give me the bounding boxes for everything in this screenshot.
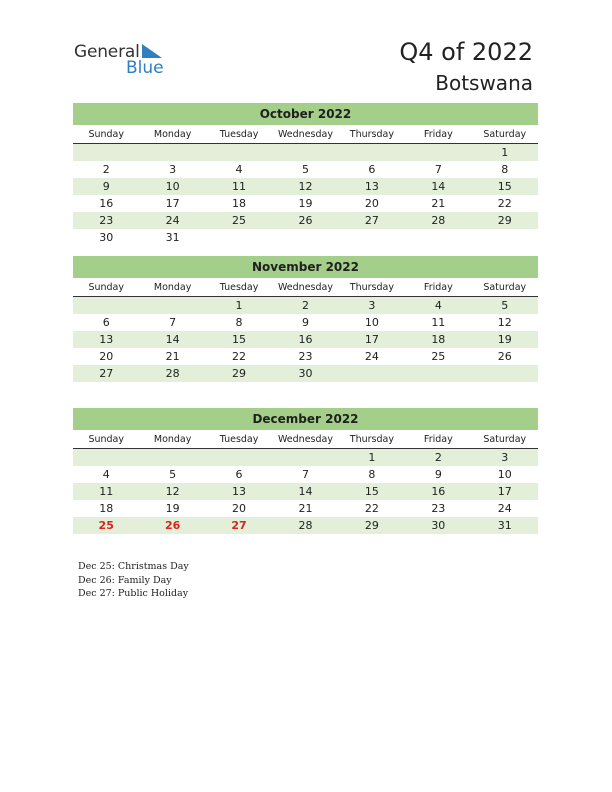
week-row: [73, 365, 538, 382]
day-cell: 17: [165, 197, 180, 210]
day-cell: 12: [497, 316, 512, 329]
week-row: [73, 500, 538, 517]
weekday-label: Saturday: [483, 434, 527, 445]
month-october: [73, 103, 538, 246]
day-cell: 17: [364, 333, 379, 346]
weekday-header-row: [73, 430, 538, 449]
day-cell: 3: [169, 163, 177, 176]
day-cell: 21: [431, 197, 446, 210]
weekday-label: Friday: [423, 129, 453, 140]
weekday-label: Wednesday: [277, 129, 333, 140]
holiday-note: Dec 25: Christmas Day: [78, 561, 189, 572]
weekday-label: Tuesday: [219, 282, 259, 293]
holiday-day-cell: 25: [98, 519, 114, 532]
day-cell: 26: [497, 350, 512, 363]
weekday-label: Monday: [153, 129, 192, 140]
day-cell: 23: [298, 350, 313, 363]
weekday-header-row: [73, 278, 538, 297]
day-cell: [339, 365, 405, 382]
day-cell: 29: [497, 214, 512, 227]
day-cell: 18: [99, 502, 114, 515]
day-cell: 29: [364, 519, 379, 532]
day-cell: [139, 144, 205, 161]
day-cell: 27: [364, 214, 379, 227]
country-name: Botswana: [435, 71, 533, 95]
day-cell: 1: [235, 299, 243, 312]
weekday-label: Monday: [153, 282, 192, 293]
week-row: [73, 483, 538, 500]
day-cell: 30: [431, 519, 446, 532]
day-cell: 30: [298, 367, 313, 380]
day-cell: 19: [497, 333, 512, 346]
weekday-label: Friday: [423, 282, 453, 293]
day-cell: 21: [165, 350, 180, 363]
day-cell: 5: [501, 299, 509, 312]
day-cell: [206, 144, 272, 161]
weekday-label: Wednesday: [277, 282, 333, 293]
day-cell: 14: [431, 180, 446, 193]
week-row: [73, 178, 538, 195]
day-cell: 24: [165, 214, 180, 227]
holiday-day-cell: 26: [164, 519, 181, 532]
day-cell: [73, 297, 139, 314]
day-cell: 16: [431, 485, 446, 498]
day-cell: 15: [364, 485, 379, 498]
day-cell: 1: [368, 451, 376, 464]
day-cell: 8: [501, 163, 509, 176]
day-cell: 8: [235, 316, 243, 329]
day-cell: 20: [232, 502, 247, 515]
day-cell: 8: [368, 468, 376, 481]
day-cell: 4: [235, 163, 243, 176]
weekday-label: Sunday: [88, 282, 124, 293]
day-cell: 17: [497, 485, 512, 498]
logo-blue-text: Blue: [126, 58, 164, 78]
day-cell: 3: [501, 451, 509, 464]
weekday-header-row: [73, 125, 538, 144]
day-cell: 10: [165, 180, 180, 193]
day-cell: 9: [102, 180, 110, 193]
week-row: [73, 466, 538, 483]
day-cell: 2: [434, 451, 442, 464]
day-cell: 2: [102, 163, 110, 176]
day-cell: [139, 449, 205, 466]
month-header: November 2022: [73, 256, 538, 278]
day-cell: 27: [99, 367, 114, 380]
day-cell: 3: [368, 299, 376, 312]
day-cell: 24: [364, 350, 379, 363]
week-row: [73, 331, 538, 348]
day-cell: 22: [364, 502, 379, 515]
week-row: [73, 348, 538, 365]
weekday-label: Thursday: [349, 282, 394, 293]
day-cell: 11: [232, 180, 247, 193]
week-row: [73, 517, 538, 534]
weekday-label: Monday: [153, 434, 192, 445]
day-cell: 31: [497, 519, 512, 532]
day-cell: 20: [99, 350, 114, 363]
weekday-label: Saturday: [483, 129, 527, 140]
day-cell: 20: [364, 197, 379, 210]
day-cell: 25: [232, 214, 247, 227]
day-cell: 6: [235, 468, 243, 481]
logo: [74, 42, 174, 78]
day-cell: [405, 144, 471, 161]
day-cell: 7: [169, 316, 177, 329]
day-cell: [206, 229, 272, 246]
day-cell: 15: [497, 180, 512, 193]
day-cell: 4: [102, 468, 110, 481]
page-title: Q4 of 2022: [399, 38, 533, 66]
day-cell: 25: [431, 350, 446, 363]
holiday-day-cell: 27: [231, 519, 247, 532]
day-cell: 14: [165, 333, 180, 346]
day-cell: 19: [298, 197, 313, 210]
week-row: [73, 195, 538, 212]
day-cell: 12: [298, 180, 313, 193]
day-cell: 4: [434, 299, 442, 312]
weekday-label: Sunday: [88, 434, 124, 445]
day-cell: 16: [298, 333, 313, 346]
day-cell: 9: [434, 468, 442, 481]
day-cell: 11: [99, 485, 114, 498]
day-cell: 2: [301, 299, 309, 312]
day-cell: 24: [497, 502, 512, 515]
day-cell: 10: [364, 316, 379, 329]
day-cell: 18: [232, 197, 247, 210]
day-cell: 21: [298, 502, 313, 515]
week-row: [73, 161, 538, 178]
week-row: [73, 212, 538, 229]
weekday-label: Thursday: [349, 434, 394, 445]
week-row: [73, 449, 538, 466]
day-cell: [272, 144, 338, 161]
day-cell: 23: [99, 214, 114, 227]
day-cell: 12: [165, 485, 180, 498]
day-cell: 19: [165, 502, 180, 515]
month-december: [73, 408, 538, 534]
day-cell: [139, 297, 205, 314]
weekday-label: Sunday: [88, 129, 124, 140]
month-header: December 2022: [73, 408, 538, 430]
day-cell: 6: [102, 316, 110, 329]
week-row: [73, 144, 538, 161]
day-cell: 13: [99, 333, 114, 346]
holiday-note: Dec 26: Family Day: [78, 574, 172, 586]
weekday-label: Wednesday: [277, 434, 333, 445]
weekday-label: Tuesday: [219, 129, 259, 140]
day-cell: 13: [232, 485, 247, 498]
holiday-note: Dec 27: Public Holiday: [78, 588, 189, 599]
day-cell: 22: [232, 350, 247, 363]
weekday-label: Saturday: [483, 282, 527, 293]
day-cell: [339, 229, 405, 246]
day-cell: 11: [431, 316, 446, 329]
day-cell: 7: [301, 468, 309, 481]
day-cell: [73, 144, 139, 161]
week-row: [73, 314, 538, 331]
day-cell: 6: [368, 163, 376, 176]
day-cell: 15: [232, 333, 247, 346]
day-cell: 29: [232, 367, 247, 380]
day-cell: 9: [301, 316, 309, 329]
weekday-label: Friday: [423, 434, 453, 445]
logo-general-text: General: [74, 42, 140, 62]
day-cell: [472, 365, 538, 382]
day-cell: 5: [169, 468, 177, 481]
day-cell: 30: [99, 231, 114, 244]
month-header: October 2022: [73, 103, 538, 125]
day-cell: [339, 144, 405, 161]
day-cell: [272, 449, 338, 466]
day-cell: 28: [298, 519, 313, 532]
day-cell: 16: [99, 197, 114, 210]
day-cell: 23: [431, 502, 446, 515]
day-cell: [206, 449, 272, 466]
day-cell: 7: [434, 163, 442, 176]
weekday-label: Tuesday: [219, 434, 259, 445]
day-cell: 18: [431, 333, 446, 346]
weekday-label: Thursday: [349, 129, 394, 140]
day-cell: 14: [298, 485, 313, 498]
day-cell: 5: [301, 163, 309, 176]
day-cell: 10: [497, 468, 512, 481]
day-cell: [272, 229, 338, 246]
day-cell: [405, 365, 471, 382]
day-cell: 31: [165, 231, 180, 244]
month-november: [73, 256, 538, 382]
day-cell: [405, 229, 471, 246]
week-row: [73, 297, 538, 314]
week-row: [73, 229, 538, 246]
day-cell: 22: [497, 197, 512, 210]
day-cell: [472, 229, 538, 246]
day-cell: 13: [364, 180, 379, 193]
day-cell: 28: [431, 214, 446, 227]
day-cell: 28: [165, 367, 180, 380]
day-cell: [73, 449, 139, 466]
holiday-notes: [78, 560, 189, 601]
day-cell: 26: [298, 214, 313, 227]
day-cell: 1: [501, 146, 509, 159]
